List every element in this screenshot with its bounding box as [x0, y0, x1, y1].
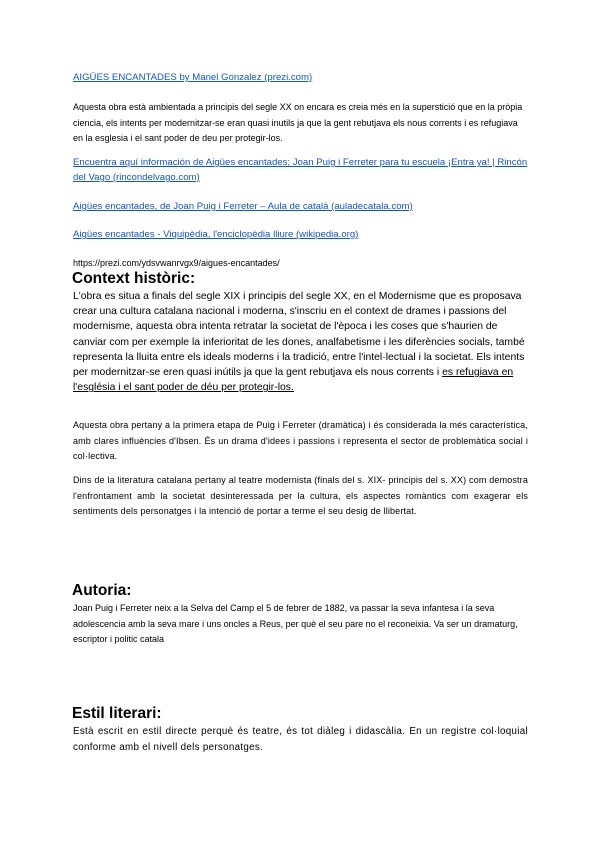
- context-paragraph-1-underlined: es refugiava en l'església i el sant poder de déu per protegir-los.: [73, 367, 514, 394]
- heading-context-historic: Context històric:: [72, 270, 196, 287]
- link-rincondelvago[interactable]: Encuentra aquí información de Aigües encantades; Joan Puig i Ferreter para tu escuela ¡Entra ya! | Rincón del Vago (rincondelvago.com): [73, 157, 528, 183]
- prezi-url: https://prezi.com/ydsvwanrvgx9/aigues-encantades/: [73, 258, 280, 268]
- context-paragraph-3: Dins de la literatura catalana pertany al teatre modernista (finals del s. XIX- principis del s. XX) com demostra l'enfrontament amb la societat desinteressada per la cultura, els aspectes romàntics com exagerar els sentiments dels personatges i la intenció de portar a terme el seu desig de llibertat.: [73, 475, 528, 516]
- heading-estil-literari: Estil literari:: [72, 705, 162, 722]
- context-paragraph-2: Aquesta obra pertany a la primera etapa de Puig i Ferreter (dramàtica) i és considerada la més característica, amb clares influències d'Ibsen. És un drama d'idees i passions i representa el sector de problemàtica social i col·lectiva.: [73, 420, 528, 461]
- autoria-paragraph: Joan Puig i Ferreter neix a la Selva del Camp el 5 de febrer de 1882, va passar la seva infantesa i la seva adolescencia amb la seva mare i uns oncles a Reus, per què el seu pare no el reconeixia. Va ser un dramaturg, escriptor i politic catala: [73, 603, 518, 644]
- context-paragraph-1-text: L'obra es situa a finals del segle XIX i principis del segle XX, en el Modernisme que es proposava crear una cultura catalana nacional i moderna, s'inscriu en el context de drames i passions del modernisme, aquesta obra intenta retratar la societat de l'època i les coses que s'haurien de canviar com per exemple la inferioritat de les dones, analfabetisme i les diferències socials, també representa la lluita entre els ideals moderns i la tradició, entre l'intel·lectual i la societat. Els intents per modernitzar-se eren quasi inútils ja que la gent rebutjava els nous corrents i: [73, 291, 525, 379]
- link-wikipedia[interactable]: Aigües encantades - Viquipèdia, l'enciclopèdia lliure (wikipedia.org): [73, 229, 359, 240]
- link-auladecatala[interactable]: Aigües encantades, de Joan Puig i Ferreter – Aula de català (auladecatala.com): [73, 201, 413, 212]
- estil-paragraph: Està escrit en estil directe perquè és teatre, és tot diàleg i didascàlia. En un registre col·loquial conforme amb el nivell dels personatges.: [73, 726, 528, 753]
- link-prezi[interactable]: AIGÜES ENCANTADES by Manel Gonzalez (prezi.com): [73, 72, 313, 83]
- context-paragraph-1: [73, 289, 533, 395]
- intro-paragraph: Aquesta obra està ambientada a principis del segle XX on encara es creia més en la superstició que en la pròpia ciencia, els intents per modernitzar-se eran quasi inutils ja que la gent rebutjava els nous corrents i es refugiava en la esglesia i el sant poder de deu per protegir-los.: [73, 102, 523, 143]
- heading-autoria: Autoria:: [72, 582, 132, 599]
